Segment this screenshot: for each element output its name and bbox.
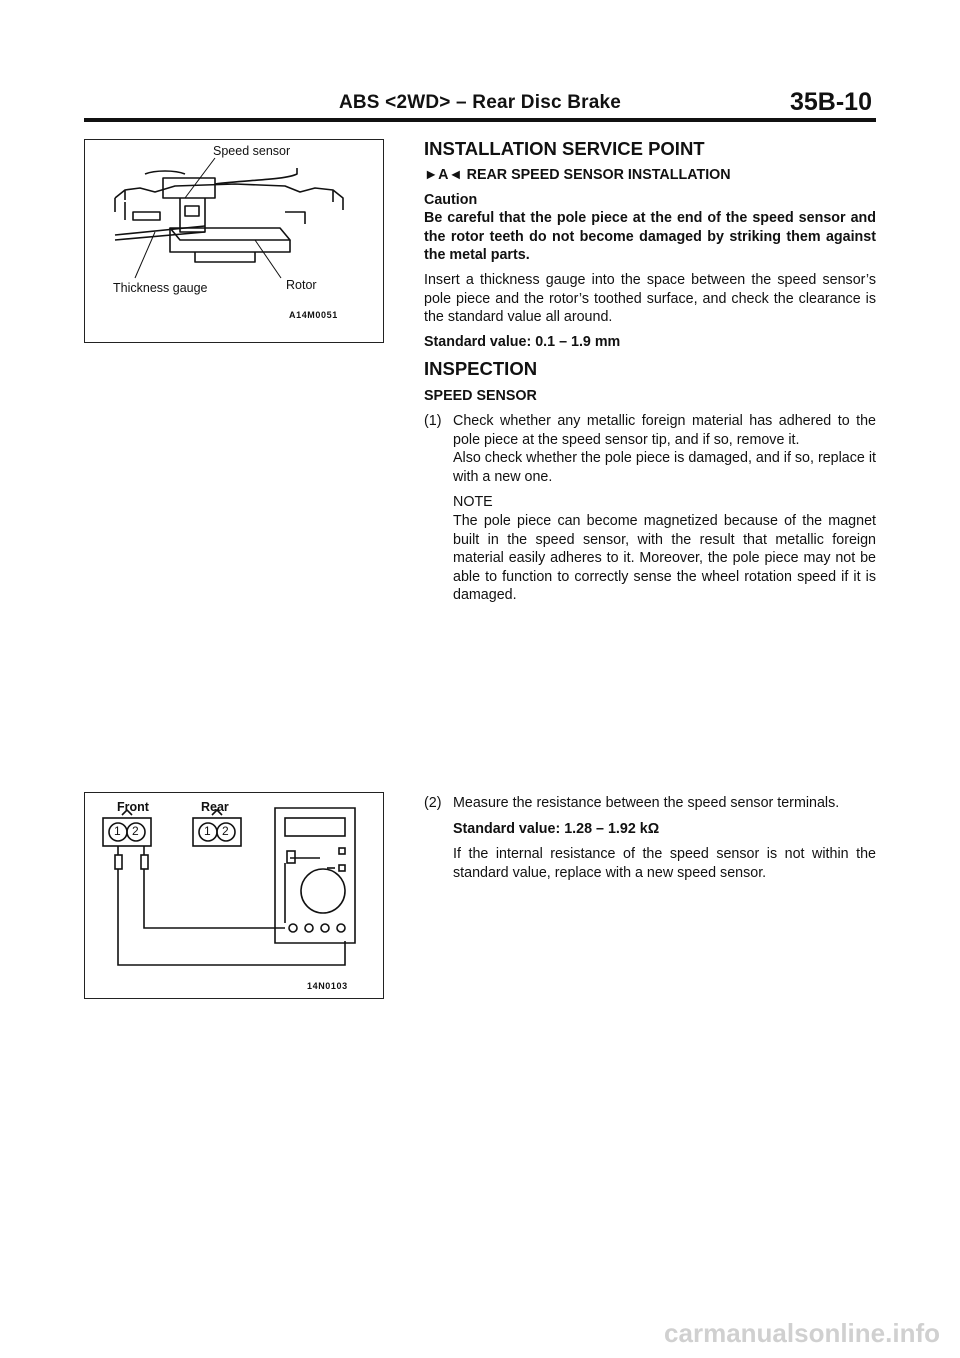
- rear-pin-2: 2: [222, 824, 229, 838]
- inspection-step-1: [424, 412, 876, 605]
- caution-label: Caution: [424, 192, 478, 208]
- step-1-text-2: Also check whether the pole piece is damaged, and if so, replace it with a new one.: [453, 450, 876, 485]
- front-pin-1: 1: [114, 824, 121, 838]
- subheading-speed-sensor: SPEED SENSOR: [424, 388, 537, 404]
- figure-code: 14N0103: [307, 981, 348, 991]
- watermark: carmanualsonline.info: [664, 1318, 940, 1348]
- figure-speed-sensor-clearance: [84, 139, 384, 343]
- step-2-standard-value: Standard value: 1.28 – 1.92 kΩ: [453, 820, 660, 837]
- subheading-rear-speed-sensor-installation: [424, 166, 876, 185]
- step-1-number: (1): [424, 413, 442, 429]
- page-number: 35B-10: [790, 88, 872, 116]
- step-2-text-2: If the internal resistance of the speed sensor is not within the standard value, replace with a new speed sensor.: [453, 846, 876, 881]
- rear-pin-1: 1: [204, 824, 211, 838]
- note-label: NOTE: [453, 494, 493, 511]
- multimeter-illustration: [85, 793, 385, 1000]
- figure-resistance-measurement: [84, 792, 384, 999]
- subheading-text: REAR SPEED SENSOR INSTALLATION: [466, 167, 731, 183]
- step-2-number: (2): [424, 795, 442, 811]
- installation-body: Insert a thickness gauge into the space between the speed sensor’s pole piece and the rotor’s toothed surface, and check the clearance is the standard value all around.: [424, 272, 876, 326]
- step-1-text: Check whether any metallic foreign material has adhered to the pole piece at the speed sensor tip, and if so, remove it.: [453, 413, 876, 448]
- figure-code: A14M0051: [289, 310, 338, 320]
- heading-inspection: INSPECTION: [424, 358, 538, 379]
- service-point-marker: ►A◄: [424, 167, 463, 183]
- label-rear: Rear: [201, 800, 229, 814]
- label-front: Front: [117, 800, 149, 814]
- caution-text: Be careful that the pole piece at the end of the speed sensor and the rotor teeth do not become damaged by striking them against the metal parts.: [424, 210, 876, 264]
- front-pin-2: 2: [132, 824, 139, 838]
- installation-standard-value: Standard value: 0.1 – 1.9 mm: [424, 334, 621, 350]
- note-text: The pole piece can become magnetized because of the magnet built in the speed sensor, with the result that metallic foreign material easily adheres to it. Moreover, the pole piece may not be able to function to correctly sense the wheel rotation speed if it is damaged.: [453, 512, 876, 604]
- label-rotor: Rotor: [286, 278, 317, 292]
- page-header-title: ABS <2WD> – Rear Disc Brake: [338, 92, 622, 113]
- heading-installation-service-point: INSTALLATION SERVICE POINT: [424, 138, 705, 159]
- step-2-text: Measure the resistance between the speed sensor terminals.: [453, 795, 840, 811]
- label-thickness-gauge: Thickness gauge: [113, 281, 208, 295]
- header-rule: [84, 118, 876, 122]
- inspection-step-2: [424, 794, 876, 882]
- label-speed-sensor: Speed sensor: [213, 144, 291, 158]
- speed-sensor-illustration: [85, 140, 385, 344]
